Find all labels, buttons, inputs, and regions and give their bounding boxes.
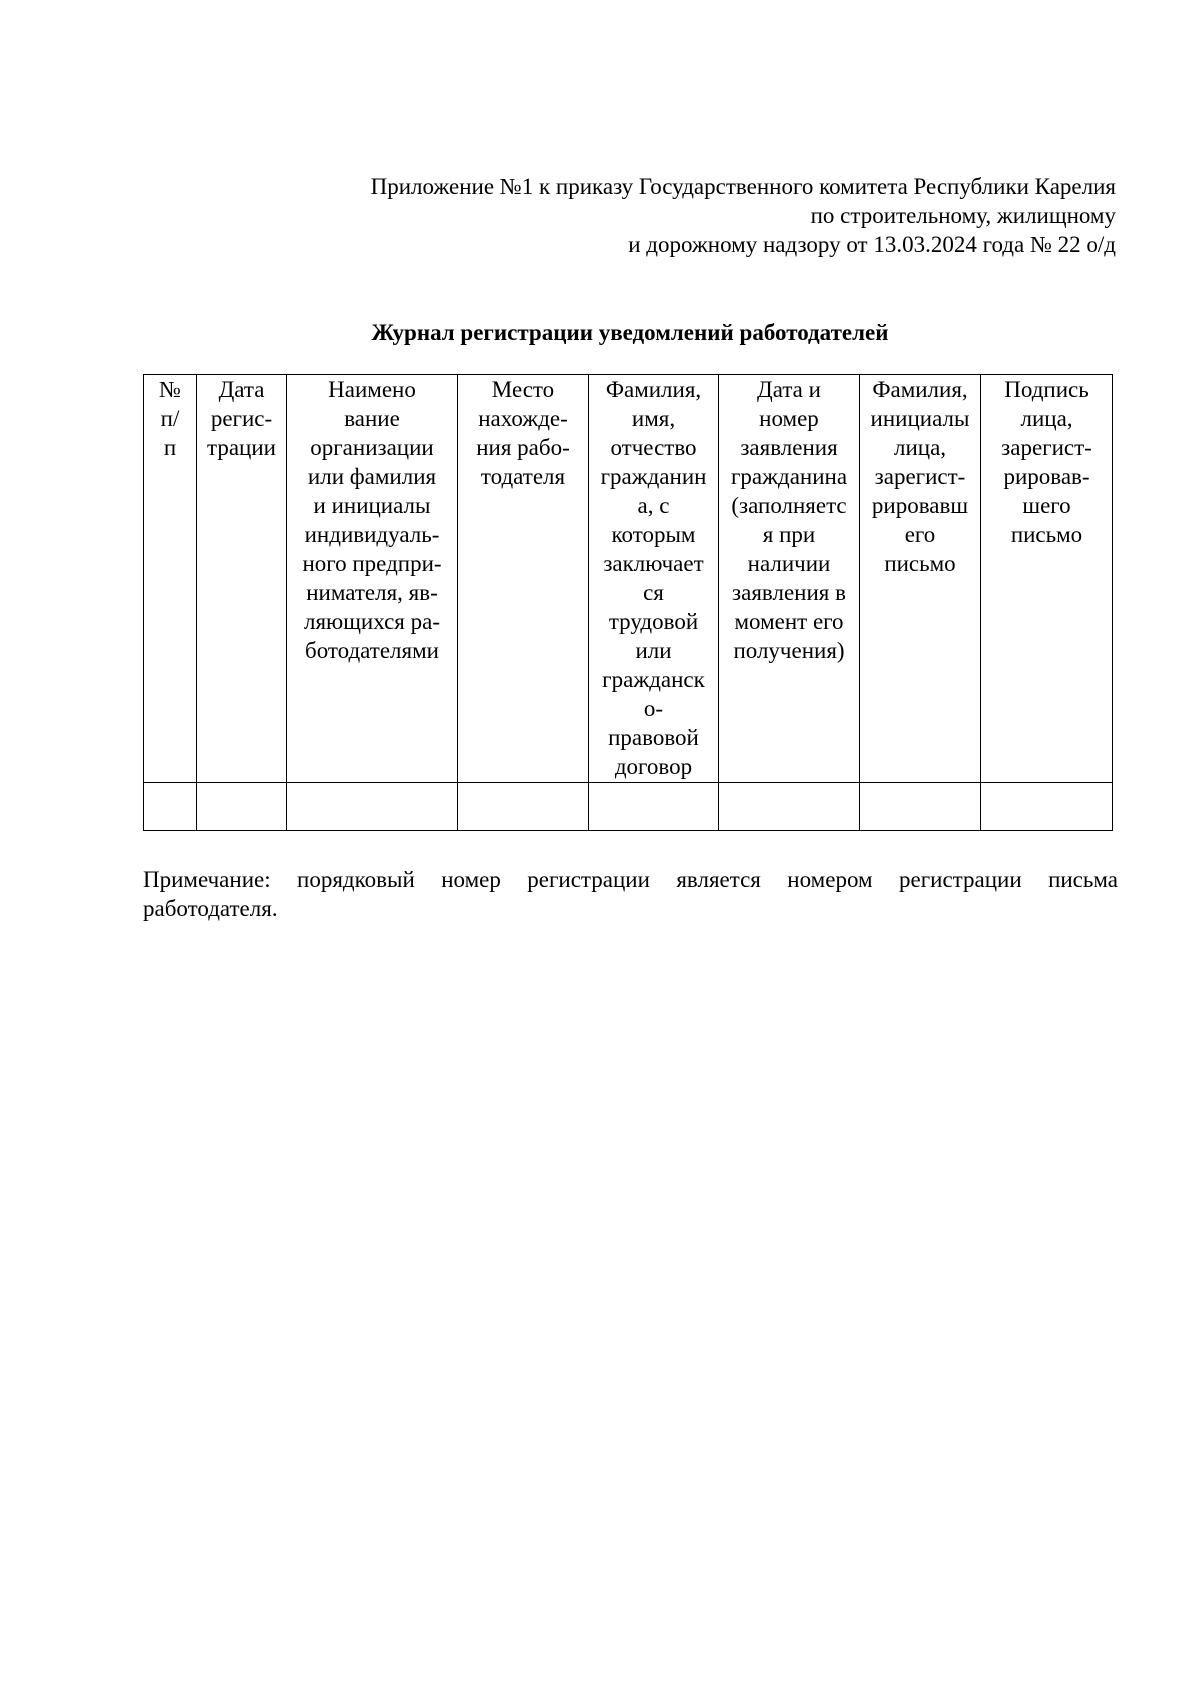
column-header-line: гражданск [602, 667, 705, 692]
column-header-line: ного предпри- [302, 551, 442, 576]
column-header-line: я при [762, 522, 816, 547]
column-header-line: гражданина [730, 464, 848, 489]
column-header-line: заключает [603, 551, 704, 576]
column-header [287, 375, 458, 783]
column-header-line: письмо [884, 551, 956, 576]
column-header-line: лица, [1020, 406, 1073, 431]
column-header [197, 375, 287, 783]
column-header-line: (заполняетс [731, 493, 847, 518]
column-header-line: тодателя [480, 464, 566, 489]
column-header-line: момент его [734, 609, 844, 634]
document-title: Журнал регистрации уведомлений работодателей [371, 320, 889, 345]
column-header-line: Фамилия, [605, 377, 702, 402]
header-line: Приложение №1 к приказу Государственного комитета Республики Карелия [370, 174, 1116, 199]
header-line: и дорожному надзору от 13.03.2024 года № 22 о/д [628, 232, 1116, 257]
column-header-line: ся [643, 580, 664, 605]
column-header-line: или [635, 638, 672, 663]
appendix-header [216, 172, 1116, 259]
column-header-line: ния рабо- [476, 435, 570, 460]
column-header-line: получения) [733, 638, 845, 663]
column-header [589, 375, 719, 783]
column-header-line: Дата [218, 377, 265, 402]
column-header-line: п [163, 435, 177, 460]
column-header-line: гражданин [600, 464, 707, 489]
column-header-line: наличии [747, 551, 831, 576]
table-header-row [144, 375, 1113, 783]
column-header-line: отчество [610, 435, 697, 460]
column-header-line: Дата и [757, 377, 821, 402]
table-cell [144, 783, 197, 831]
column-header-line: заявления в [732, 580, 846, 605]
note-line: работодателя. [143, 896, 278, 921]
column-header-line: нахожде- [478, 406, 568, 431]
column-header [860, 375, 981, 783]
column-header [458, 375, 589, 783]
column-header-line: Наимено [328, 377, 416, 402]
column-header-line: о- [643, 696, 664, 721]
table-cell [719, 783, 860, 831]
column-header-line: или фамилия [307, 464, 437, 489]
registration-journal-table [143, 374, 1113, 831]
table-cell [197, 783, 287, 831]
table-row [144, 783, 1113, 831]
column-header-line: рировав- [1003, 464, 1090, 489]
column-header-line: Место [491, 377, 555, 402]
column-header-line: имя, [631, 406, 676, 431]
column-header-line: Фамилия, [872, 377, 968, 402]
column-header [981, 375, 1113, 783]
column-header-line: зарегист- [1001, 435, 1092, 460]
column-header-line: зарегист- [874, 464, 966, 489]
column-header-line: инициалы [870, 406, 970, 431]
column-header-line: которым [611, 522, 696, 547]
column-header-line: трудовой [608, 609, 699, 634]
table-cell [981, 783, 1113, 831]
column-header-line: рировавш [871, 493, 969, 518]
table-cell [458, 783, 589, 831]
column-header [719, 375, 860, 783]
column-header-line: индивидуаль- [304, 522, 440, 547]
column-header-line: а, с [637, 493, 670, 518]
column-header-line: номер [759, 406, 819, 431]
column-header-line: ляющихся ра- [303, 609, 440, 634]
column-header-line: № [159, 377, 181, 402]
column-header-line: договор [614, 754, 693, 779]
column-header-line: ботодателями [305, 638, 439, 663]
column-header-line: лица, [893, 435, 947, 460]
note-line: Примечание: порядковый номер регистрации является номером регистрации письма [143, 867, 1118, 892]
column-header [144, 375, 197, 783]
column-header-line: заявления [740, 435, 838, 460]
table-cell [860, 783, 981, 831]
column-header-line: вание [344, 406, 400, 431]
table-cell [589, 783, 719, 831]
column-header-line: трации [207, 435, 276, 460]
column-header-line: письмо [1010, 522, 1083, 547]
column-header-line: регис- [210, 406, 273, 431]
column-header-line: организации [310, 435, 434, 460]
column-header-line: п/ [160, 406, 180, 431]
column-header-line: нимателя, яв- [306, 580, 438, 605]
column-header-line: Подпись [1004, 377, 1089, 402]
note [143, 865, 1118, 923]
column-header-line: правовой [608, 725, 699, 750]
table-cell [287, 783, 458, 831]
column-header-line: его [904, 522, 936, 547]
column-header-line: и инициалы [313, 493, 431, 518]
column-header-line: шего [1022, 493, 1071, 518]
header-line: по строительному, жилищному [810, 203, 1116, 228]
